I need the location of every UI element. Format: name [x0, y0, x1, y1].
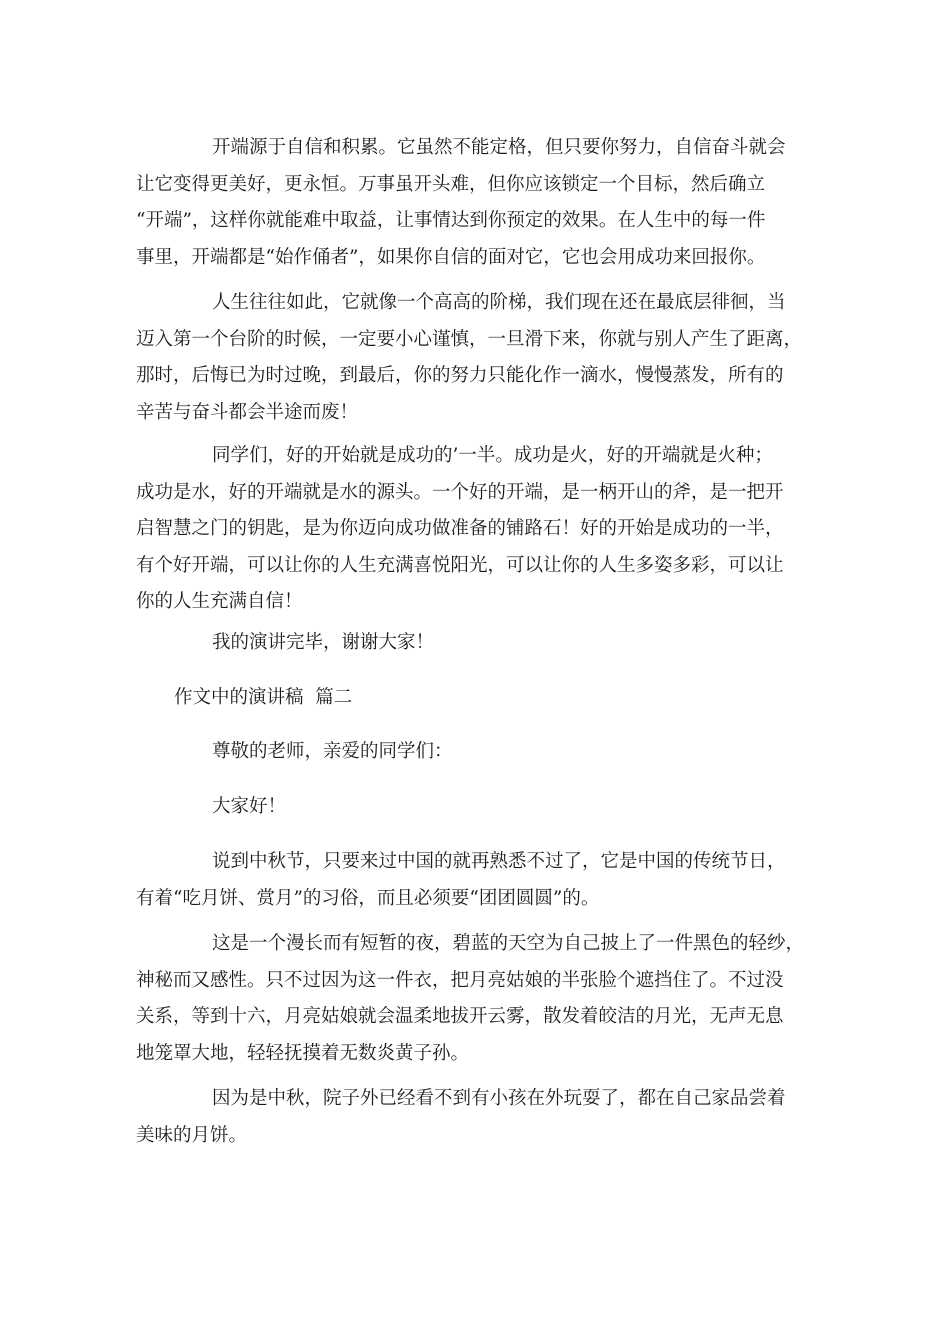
paragraph-line: 因为是中秋，院子外已经看不到有小孩在外玩耍了，都在自己家品尝着: [212, 1088, 786, 1109]
paragraph-line: 神秘而又感性。只不过因为这一件衣，把月亮姑娘的半张脸个遮挡住了。不过没: [136, 969, 784, 991]
paragraph-line: 同学们，好的开始就是成功的’一半。成功是火，好的开端就是火种；: [212, 445, 773, 466]
paragraph-line: 事里，开端都是“始作俑者”，如果你自信的面对它，它也会用成功来回报你。: [136, 246, 766, 268]
paragraph-line: 这是一个漫长而有短暂的夜，碧蓝的天空为自己披上了一件黑色的轻纱，: [212, 933, 805, 954]
paragraph-line: 让它变得更美好，更永恒。万事虽开头难，但你应该锁定一个目标，然后确立: [136, 173, 766, 195]
paragraph-line: 人生往往如此，它就像一个高高的阶梯，我们现在还在最底层徘徊，当: [212, 292, 786, 313]
paragraph-line: 你的人生充满自信！: [136, 591, 303, 612]
paragraph-line: 尊敬的老师，亲爱的同学们：: [212, 741, 453, 762]
paragraph-line: 启智慧之门的钥匙，是为你迈向成功做准备的铺路石！好的开始是成功的一半，: [136, 518, 784, 539]
paragraph-9: [136, 1081, 836, 1154]
paragraph-line: 辛苦与奋斗都会半途而废！: [136, 401, 359, 423]
paragraph-3: [136, 438, 836, 621]
paragraph-line: 说到中秋节，只要来过中国的就再熟悉不过了，它是中国的传统节日，: [212, 851, 786, 872]
section-heading: 作文中的演讲稿 篇二: [174, 687, 353, 708]
paragraph-line: 美味的月饼。: [136, 1124, 248, 1146]
paragraph-line: 成功是水，好的开端就是水的源头。一个好的开端，是一柄开山的斧，是一把开: [136, 481, 784, 503]
paragraph-line: 迈入第一个台阶的时候，一定要小心谨慎，一旦滑下来，你就与别人产生了距离，: [136, 328, 803, 350]
paragraph-line: 开端源于自信和积累。它虽然不能定格，但只要你努力，自信奋斗就会: [212, 137, 786, 158]
paragraph-7: [136, 844, 836, 917]
paragraph-line: 地笼罩大地，轻轻抚摸着无数炎黄子孙。: [136, 1042, 470, 1064]
paragraph-line: 那时，后悔已为时过晚，到最后，你的努力只能化作一滴水，慢慢蒸发，所有的: [136, 365, 784, 386]
paragraph-8: [136, 926, 836, 1072]
paragraph-4: [136, 625, 836, 662]
paragraph-line: 有着“吃月饼、赏月”的习俗，而且必须要“团团圆圆”的。: [136, 887, 600, 909]
paragraph-line: “开端”，这样你就能难中取益，让事情达到你预定的效果。在人生中的每一件: [136, 210, 766, 231]
paragraph-line: 我的演讲完毕，谢谢大家！: [212, 632, 435, 653]
greeting: [136, 789, 836, 826]
paragraph-line: 关系，等到十六，月亮姑娘就会温柔地拔开云雾，散发着皎洁的月光，无声无息: [136, 1006, 784, 1027]
paragraph-line: 有个好开端，可以让你的人生充满喜悦阳光，可以让你的人生多姿多彩，可以让: [136, 554, 784, 576]
paragraph-line: 大家好！: [212, 796, 287, 817]
paragraph-2: [136, 285, 836, 431]
paragraph-1: [136, 130, 836, 276]
salutation: [136, 734, 836, 771]
